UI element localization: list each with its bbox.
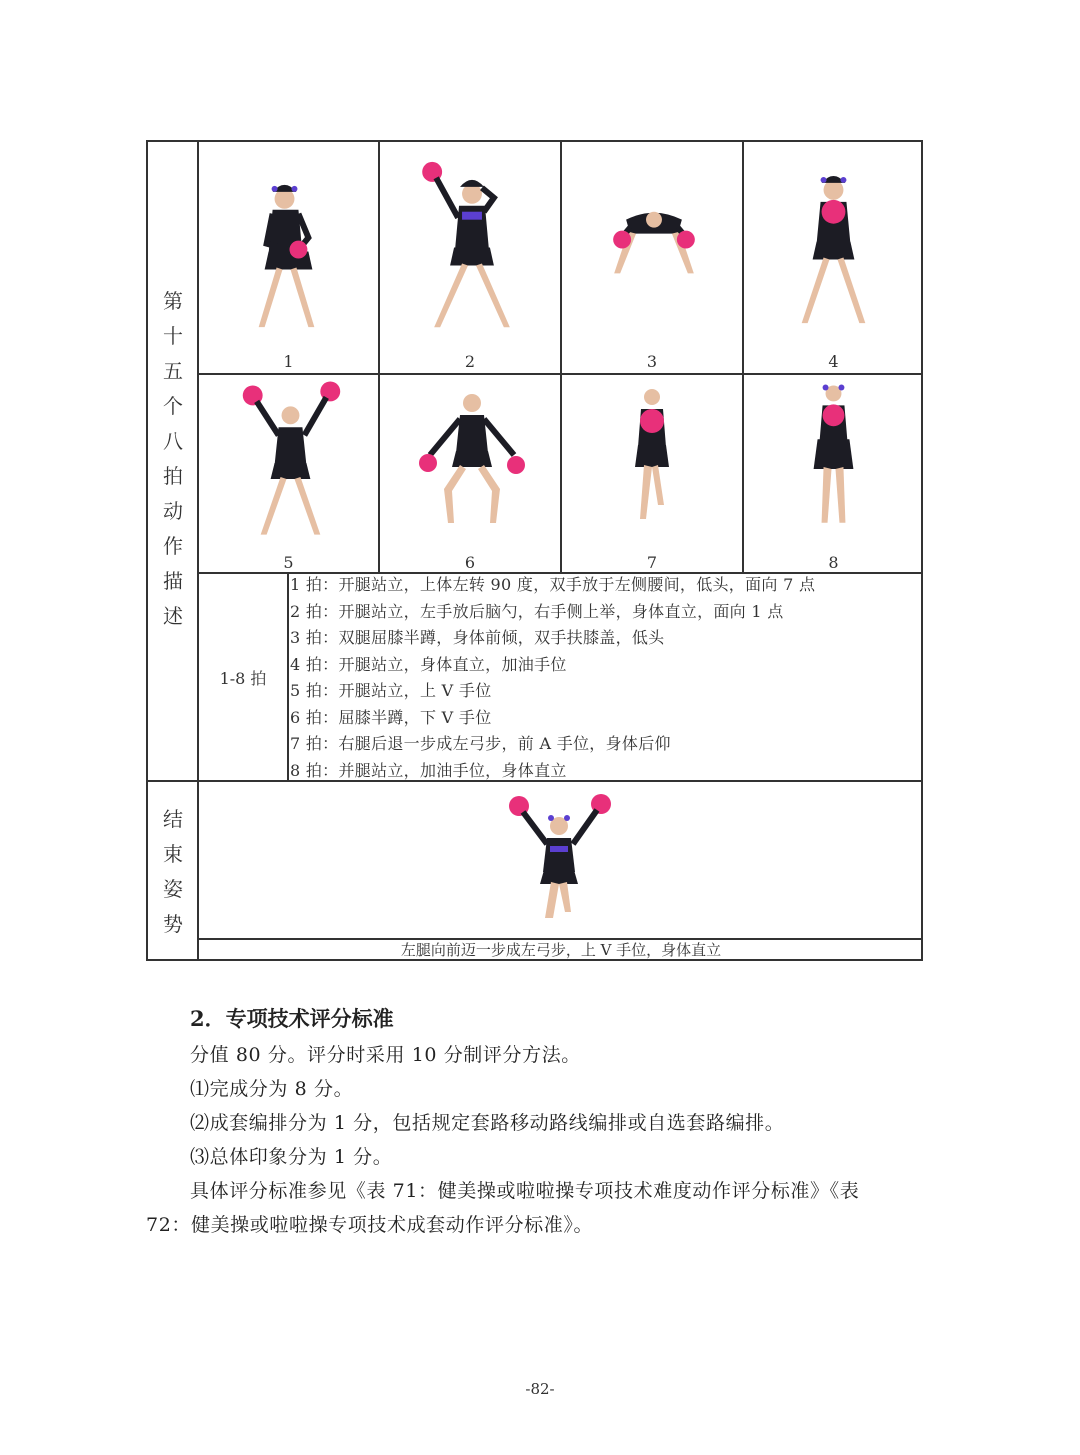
beat-description-list [290,572,920,784]
page-number: -82- [525,1380,555,1398]
frame-number: 6 [464,553,476,572]
paragraph-line: ⑶总体印象分为 1 分。 [190,1146,393,1168]
cheerleader-pose-image [744,375,923,572]
frame-number: 4 [828,352,839,371]
routine-table [146,140,923,961]
frame-cell [199,375,378,572]
label-char: 五 [163,359,183,383]
row-label-end [148,802,198,942]
frame-number: 3 [646,352,658,371]
row-label-action [148,284,198,634]
end-pose-caption: 左腿向前迈一步成左弓步，上 V 手位，身体直立 [400,941,722,959]
beat-description: 7 拍：右腿后退一步成左弓步，前 A 手位，身体后仰 [290,734,671,753]
cheerleader-pose-image [562,144,742,373]
cheerleader-pose-image [380,375,560,572]
label-char: 述 [163,604,183,628]
frame-cell [744,375,923,572]
cheerleader-pose-image [744,144,923,373]
label-char: 八 [163,429,183,453]
label-char: 描 [163,569,183,593]
end-pose-cell [199,782,923,938]
label-char: 拍 [163,464,183,488]
frame-number: 8 [828,553,839,572]
beat-description: 4 拍：开腿站立，身体直立，加油手位 [290,654,567,674]
label-char: 势 [163,912,183,936]
paragraph-line: 具体评分标准参见《表 71：健美操或啦啦操专项技术难度动作评分标准》《表 [190,1180,860,1202]
beat-description: 5 拍：开腿站立，上 V 手位 [290,681,492,700]
cheerleader-pose-image [199,144,378,373]
beat-description: 8 拍：并腿站立，加油手位，身体直立 [290,760,567,780]
frame-cell [562,375,742,572]
beat-description: 6 拍：屈膝半蹲，下 V 手位 [290,707,492,727]
beat-range: 1-8 拍 [219,668,267,688]
frame-cell [744,144,923,373]
frame-number: 5 [283,553,294,572]
frame-cell [380,375,560,572]
paragraph-line: ⑵成套编排分为 1 分，包括规定套路移动路线编排或自选套路编排。 [190,1112,785,1134]
frame-number: 7 [646,553,658,572]
label-char: 十 [163,324,183,348]
beat-description: 1 拍：开腿站立，上体左转 90 度，双手放于左侧腰间，低头，面向 7 点 [290,575,816,594]
cheerleader-pose-image [199,375,378,572]
beat-description: 3 拍：双腿屈膝半蹲，身体前倾，双手扶膝盖，低头 [290,628,665,647]
beat-description: 2 拍：开腿站立，左手放后脑勺，右手侧上举，身体直立，面向 1 点 [290,601,784,621]
cheerleader-pose-image [380,144,560,373]
label-char: 第 [163,289,183,313]
frame-cell [562,144,742,373]
label-char: 姿 [163,877,183,901]
cheerleader-pose-image [562,375,742,572]
cheerleader-end-pose-image [199,782,923,938]
paragraph-line: ⑴完成分为 8 分。 [190,1078,354,1100]
frame-cell [380,144,560,373]
table-divider [287,573,289,780]
label-char: 束 [163,842,183,866]
label-char: 作 [163,534,183,558]
frame-number: 1 [283,352,294,371]
paragraph-line: 72：健美操或啦啦操专项技术成套动作评分标准》。 [146,1214,594,1236]
frame-cell [199,144,378,373]
label-char: 结 [163,807,183,831]
frame-number: 2 [464,352,476,371]
label-char: 个 [163,394,183,418]
label-char: 动 [163,499,183,523]
paragraph-line: 分值 80 分。评分时采用 10 分制评分方法。 [190,1044,581,1066]
section-heading: 2．专项技术评分标准 [190,1006,394,1031]
